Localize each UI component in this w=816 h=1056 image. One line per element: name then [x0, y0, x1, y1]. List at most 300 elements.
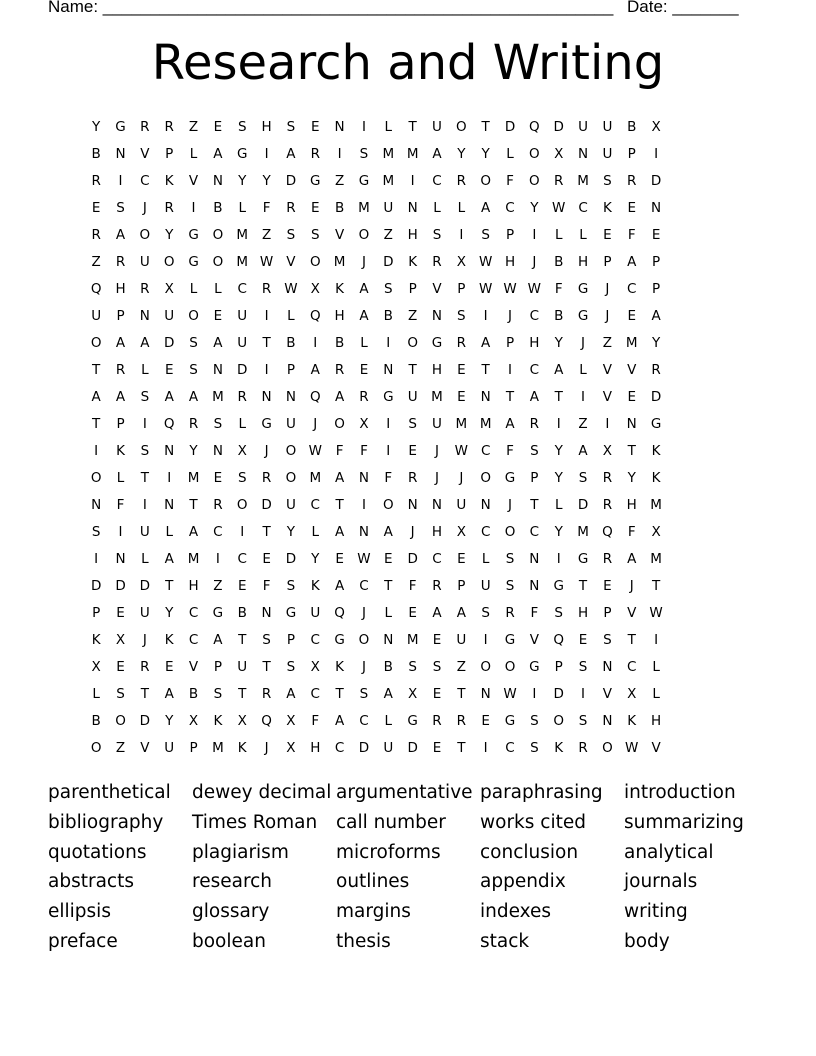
grid-letter: P: [627, 145, 636, 162]
grid-letter: S: [554, 604, 563, 621]
word-bank-item: stack: [480, 930, 530, 952]
grid-letter: H: [651, 712, 662, 729]
grid-letter: Q: [602, 523, 613, 540]
grid-letter: N: [602, 712, 613, 729]
grid-letter: D: [285, 550, 297, 567]
grid-letter: E: [91, 199, 101, 216]
grid-letter: J: [605, 280, 610, 297]
word-bank-item: microforms: [336, 841, 441, 863]
grid-letter: T: [262, 523, 271, 540]
grid-letter: M: [382, 172, 395, 189]
grid-letter: A: [213, 631, 223, 648]
grid-letter: R: [91, 226, 101, 243]
grid-letter: I: [337, 145, 342, 162]
grid-letter: U: [139, 604, 150, 621]
grid-letter: L: [189, 280, 198, 297]
grid-letter: Z: [578, 415, 588, 432]
word-bank-item: thesis: [336, 930, 391, 952]
grid-letter: L: [433, 199, 441, 216]
grid-letter: I: [483, 307, 488, 324]
grid-letter: Y: [165, 226, 174, 243]
grid-letter: E: [359, 361, 369, 378]
grid-letter: D: [285, 172, 297, 189]
grid-letter: I: [532, 226, 537, 243]
grid-letter: R: [627, 172, 637, 189]
grid-letter: Y: [651, 334, 661, 351]
grid-letter: N: [383, 361, 394, 378]
grid-letter: Z: [188, 118, 199, 135]
grid-letter: M: [479, 415, 492, 432]
grid-letter: U: [432, 415, 442, 432]
grid-letter: V: [627, 361, 637, 378]
grid-letter: R: [261, 685, 272, 702]
grid-letter: I: [605, 415, 610, 432]
grid-letter: O: [456, 118, 467, 135]
grid-letter: A: [481, 199, 491, 216]
grid-letter: R: [164, 118, 174, 135]
grid-letter: I: [483, 739, 488, 756]
grid-letter: E: [311, 199, 320, 216]
grid-letter: L: [214, 280, 222, 297]
grid-letter: O: [382, 496, 394, 513]
grid-letter: A: [310, 361, 320, 378]
grid-letter: G: [285, 604, 297, 621]
grid-letter: S: [213, 415, 223, 432]
grid-letter: K: [554, 739, 564, 756]
grid-letter: X: [602, 442, 613, 459]
grid-letter: J: [410, 523, 415, 540]
grid-letter: N: [164, 496, 175, 513]
grid-letter: A: [432, 145, 442, 162]
grid-letter: W: [478, 280, 493, 297]
grid-letter: Q: [309, 307, 321, 324]
grid-letter: I: [361, 496, 366, 513]
grid-letter: S: [384, 280, 393, 297]
grid-letter: L: [116, 469, 125, 486]
grid-row: [84, 491, 668, 518]
grid-row: [84, 221, 668, 248]
grid-letter: C: [432, 550, 442, 567]
grid-letter: C: [627, 658, 637, 675]
grid-letter: I: [215, 550, 220, 567]
grid-letter: N: [529, 577, 540, 594]
grid-letter: L: [652, 658, 660, 675]
grid-letter: R: [140, 280, 150, 297]
grid-letter: Y: [238, 172, 247, 189]
grid-row: [84, 302, 668, 329]
grid-letter: R: [140, 658, 150, 675]
grid-letter: L: [652, 685, 660, 702]
grid-letter: N: [431, 496, 443, 513]
grid-letter: C: [237, 280, 247, 297]
grid-letter: J: [142, 199, 147, 216]
grid-letter: K: [116, 442, 125, 459]
grid-letter: N: [91, 496, 102, 513]
grid-letter: C: [310, 685, 320, 702]
grid-letter: E: [627, 307, 636, 324]
grid-letter: I: [556, 415, 561, 432]
grid-letter: O: [529, 145, 540, 162]
grid-letter: M: [406, 145, 419, 162]
grid-letter: X: [115, 631, 126, 648]
grid-letter: L: [457, 199, 466, 216]
grid-letter: R: [602, 469, 613, 486]
grid-letter: C: [334, 739, 345, 756]
grid-letter: L: [384, 118, 393, 135]
grid-letter: R: [91, 172, 101, 189]
grid-letter: T: [457, 685, 466, 702]
grid-letter: S: [189, 361, 198, 378]
grid-letter: A: [334, 712, 345, 729]
grid-letter: M: [309, 469, 322, 486]
grid-letter: I: [386, 415, 391, 432]
grid-letter: P: [286, 631, 295, 648]
grid-letter: A: [334, 469, 345, 486]
grid-letter: M: [333, 253, 346, 270]
grid-row: [84, 194, 668, 221]
grid-letter: E: [384, 550, 393, 567]
grid-letter: S: [91, 523, 101, 540]
grid-letter: U: [285, 496, 296, 513]
grid-letter: N: [407, 496, 418, 513]
grid-letter: G: [261, 415, 272, 432]
grid-letter: G: [383, 388, 394, 405]
grid-letter: N: [212, 361, 223, 378]
grid-letter: S: [481, 604, 490, 621]
grid-letter: A: [140, 334, 150, 351]
grid-letter: C: [627, 280, 637, 297]
grid-letter: B: [383, 658, 393, 675]
grid-letter: Z: [213, 577, 223, 594]
grid-letter: G: [577, 307, 589, 324]
grid-letter: I: [654, 145, 659, 162]
grid-letter: U: [578, 118, 588, 135]
grid-letter: G: [504, 712, 516, 729]
grid-letter: U: [139, 523, 150, 540]
word-bank-item: call number: [336, 811, 446, 833]
grid-row: [84, 356, 668, 383]
grid-row: [84, 410, 668, 437]
grid-letter: S: [189, 334, 198, 351]
grid-letter: X: [651, 523, 661, 540]
grid-letter: S: [408, 415, 417, 432]
grid-letter: G: [334, 631, 345, 648]
grid-letter: I: [94, 442, 99, 459]
grid-letter: E: [164, 361, 174, 378]
grid-letter: H: [577, 604, 589, 621]
grid-letter: W: [527, 280, 542, 297]
word-bank-item: indexes: [480, 901, 552, 923]
grid-letter: A: [578, 442, 588, 459]
word-bank-item: summarizing: [624, 811, 744, 833]
grid-letter: T: [92, 415, 101, 432]
grid-letter: O: [212, 226, 224, 243]
grid-letter: K: [602, 199, 612, 216]
grid-letter: I: [142, 415, 147, 432]
grid-letter: S: [432, 658, 442, 675]
grid-letter: E: [213, 307, 223, 324]
grid-letter: R: [505, 604, 515, 621]
grid-letter: T: [457, 739, 466, 756]
grid-row: [84, 518, 668, 545]
grid-letter: B: [334, 334, 345, 351]
grid-letter: V: [529, 631, 539, 648]
grid-letter: X: [237, 712, 247, 729]
grid-letter: D: [553, 685, 564, 702]
grid-letter: E: [627, 388, 636, 405]
grid-letter: R: [602, 496, 613, 513]
grid-letter: G: [188, 253, 199, 270]
grid-letter: N: [358, 523, 369, 540]
grid-letter: T: [505, 388, 515, 405]
grid-letter: W: [308, 442, 322, 459]
grid-letter: F: [506, 442, 514, 459]
grid-letter: Q: [334, 604, 345, 621]
word-bank-item: introduction: [624, 782, 736, 803]
grid-letter: R: [456, 334, 467, 351]
grid-letter: E: [578, 631, 588, 648]
grid-letter: L: [189, 145, 198, 162]
grid-letter: X: [456, 523, 466, 540]
grid-letter: O: [504, 658, 516, 675]
grid-letter: H: [431, 361, 443, 378]
grid-letter: E: [408, 604, 417, 621]
grid-row: [84, 545, 668, 572]
grid-letter: Y: [311, 550, 320, 567]
grid-letter: N: [115, 550, 126, 567]
grid-letter: G: [358, 172, 370, 189]
grid-letter: R: [140, 118, 150, 135]
grid-letter: D: [504, 118, 516, 135]
grid-letter: R: [164, 199, 174, 216]
grid-letter: S: [237, 118, 247, 135]
grid-letter: H: [115, 280, 126, 297]
grid-row: [84, 653, 668, 680]
grid-letter: P: [554, 658, 563, 675]
grid-row: [84, 626, 668, 653]
grid-letter: E: [603, 577, 612, 594]
grid-letter: J: [434, 442, 439, 459]
grid-letter: O: [188, 307, 199, 324]
grid-letter: L: [141, 550, 149, 567]
grid-letter: X: [310, 280, 320, 297]
grid-letter: T: [262, 334, 271, 351]
grid-letter: U: [456, 496, 467, 513]
grid-letter: U: [237, 334, 248, 351]
grid-letter: I: [118, 172, 123, 189]
grid-letter: R: [456, 172, 467, 189]
grid-letter: F: [384, 469, 393, 486]
grid-letter: A: [529, 388, 539, 405]
grid-letter: E: [457, 388, 466, 405]
grid-letter: M: [187, 469, 200, 486]
grid-letter: F: [554, 280, 563, 297]
grid-letter: P: [530, 469, 539, 486]
grid-letter: M: [236, 226, 249, 243]
grid-letter: J: [264, 739, 269, 756]
grid-letter: H: [431, 523, 443, 540]
grid-letter: J: [532, 253, 537, 270]
grid-letter: E: [457, 361, 466, 378]
grid-letter: V: [602, 685, 613, 702]
grid-letter: D: [650, 172, 662, 189]
grid-letter: Z: [115, 739, 126, 756]
grid-letter: X: [286, 712, 296, 729]
grid-letter: A: [627, 550, 637, 567]
grid-letter: U: [164, 307, 175, 324]
grid-letter: A: [481, 334, 491, 351]
grid-letter: S: [286, 226, 296, 243]
grid-letter: Y: [627, 469, 636, 486]
grid-letter: I: [361, 118, 366, 135]
grid-letter: L: [481, 550, 490, 567]
grid-letter: T: [238, 631, 247, 648]
grid-letter: S: [140, 442, 150, 459]
grid-letter: R: [578, 739, 588, 756]
grid-letter: K: [627, 712, 637, 729]
grid-letter: C: [480, 523, 491, 540]
grid-letter: V: [140, 145, 150, 162]
grid-letter: I: [581, 685, 586, 702]
grid-row: [84, 113, 668, 140]
grid-letter: W: [284, 280, 298, 297]
grid-letter: X: [408, 685, 418, 702]
word-bank-item: bibliography: [48, 811, 164, 833]
grid-letter: K: [310, 577, 320, 594]
grid-letter: K: [408, 253, 418, 270]
grid-letter: P: [408, 280, 417, 297]
grid-letter: R: [359, 388, 369, 405]
grid-letter: P: [603, 253, 612, 270]
grid-letter: W: [625, 739, 639, 756]
grid-letter: G: [529, 658, 540, 675]
grid-letter: F: [627, 226, 636, 243]
grid-letter: G: [212, 604, 224, 621]
grid-letter: G: [237, 145, 248, 162]
grid-letter: L: [165, 523, 173, 540]
grid-letter: E: [116, 658, 125, 675]
grid-letter: P: [286, 361, 295, 378]
grid-letter: N: [480, 388, 491, 405]
grid-letter: J: [361, 658, 366, 675]
grid-letter: H: [261, 118, 272, 135]
word-bank-item: writing: [624, 901, 688, 923]
grid-letter: C: [480, 442, 491, 459]
grid-letter: A: [651, 307, 661, 324]
grid-letter: G: [504, 631, 516, 648]
grid-letter: M: [236, 253, 249, 270]
grid-letter: T: [408, 118, 417, 135]
grid-letter: S: [432, 226, 442, 243]
grid-letter: B: [213, 199, 223, 216]
grid-letter: K: [91, 631, 101, 648]
grid-letter: C: [578, 199, 588, 216]
grid-letter: R: [432, 577, 442, 594]
grid-letter: F: [408, 577, 417, 594]
grid-letter: C: [432, 172, 442, 189]
grid-letter: C: [529, 361, 540, 378]
grid-letter: O: [602, 739, 613, 756]
grid-letter: C: [310, 496, 320, 513]
grid-letter: V: [188, 658, 199, 675]
grid-letter: I: [142, 496, 147, 513]
grid-row: [84, 464, 668, 491]
grid-letter: J: [264, 442, 269, 459]
word-bank-item: research: [192, 871, 273, 893]
grid-letter: Z: [91, 253, 101, 270]
grid-letter: V: [651, 739, 661, 756]
grid-letter: K: [651, 442, 661, 459]
word-bank-item: Times Roman: [192, 811, 318, 833]
grid-letter: M: [212, 388, 224, 405]
grid-letter: C: [359, 712, 369, 729]
grid-letter: B: [554, 253, 564, 270]
grid-letter: X: [286, 739, 296, 756]
grid-row: [84, 140, 668, 167]
grid-letter: R: [432, 712, 442, 729]
grid-letter: P: [603, 604, 612, 621]
grid-letter: A: [456, 604, 466, 621]
grid-letter: Z: [456, 658, 466, 675]
grid-letter: A: [115, 388, 126, 405]
grid-letter: U: [383, 739, 394, 756]
grid-letter: G: [115, 118, 126, 135]
grid-letter: R: [115, 361, 126, 378]
grid-letter: L: [238, 199, 246, 216]
grid-letter: B: [334, 199, 345, 216]
grid-letter: P: [189, 739, 198, 756]
grid-letter: L: [311, 523, 320, 540]
grid-letter: N: [334, 118, 345, 135]
grid-letter: J: [142, 631, 147, 648]
grid-letter: X: [627, 685, 637, 702]
grid-letter: S: [603, 631, 612, 648]
grid-letter: G: [431, 334, 443, 351]
grid-letter: L: [579, 226, 587, 243]
word-bank-item: glossary: [192, 901, 270, 923]
grid-letter: S: [603, 172, 612, 189]
grid-letter: S: [408, 658, 417, 675]
grid-letter: X: [554, 145, 564, 162]
word-bank-item: works cited: [480, 811, 586, 833]
grid-letter: P: [165, 145, 174, 162]
grid-row: [84, 707, 668, 734]
grid-letter: T: [262, 658, 271, 675]
grid-letter: L: [287, 307, 295, 324]
grid-letter: B: [383, 307, 393, 324]
grid-letter: V: [602, 361, 613, 378]
grid-letter: S: [262, 631, 271, 648]
grid-letter: E: [116, 604, 125, 621]
grid-letter: Z: [261, 226, 272, 243]
grid-letter: N: [212, 172, 223, 189]
grid-letter: F: [262, 199, 271, 216]
grid-letter: R: [602, 550, 613, 567]
word-bank-item: dewey decimal: [192, 782, 332, 803]
grid-letter: S: [116, 199, 125, 216]
grid-letter: R: [261, 280, 272, 297]
grid-letter: J: [605, 307, 610, 324]
grid-letter: Y: [481, 145, 490, 162]
grid-letter: B: [188, 685, 199, 702]
grid-letter: F: [627, 523, 636, 540]
grid-letter: A: [164, 685, 174, 702]
grid-letter: K: [213, 712, 223, 729]
grid-letter: U: [432, 118, 442, 135]
grid-letter: S: [481, 226, 490, 243]
grid-letter: E: [213, 118, 223, 135]
grid-letter: P: [505, 334, 515, 351]
